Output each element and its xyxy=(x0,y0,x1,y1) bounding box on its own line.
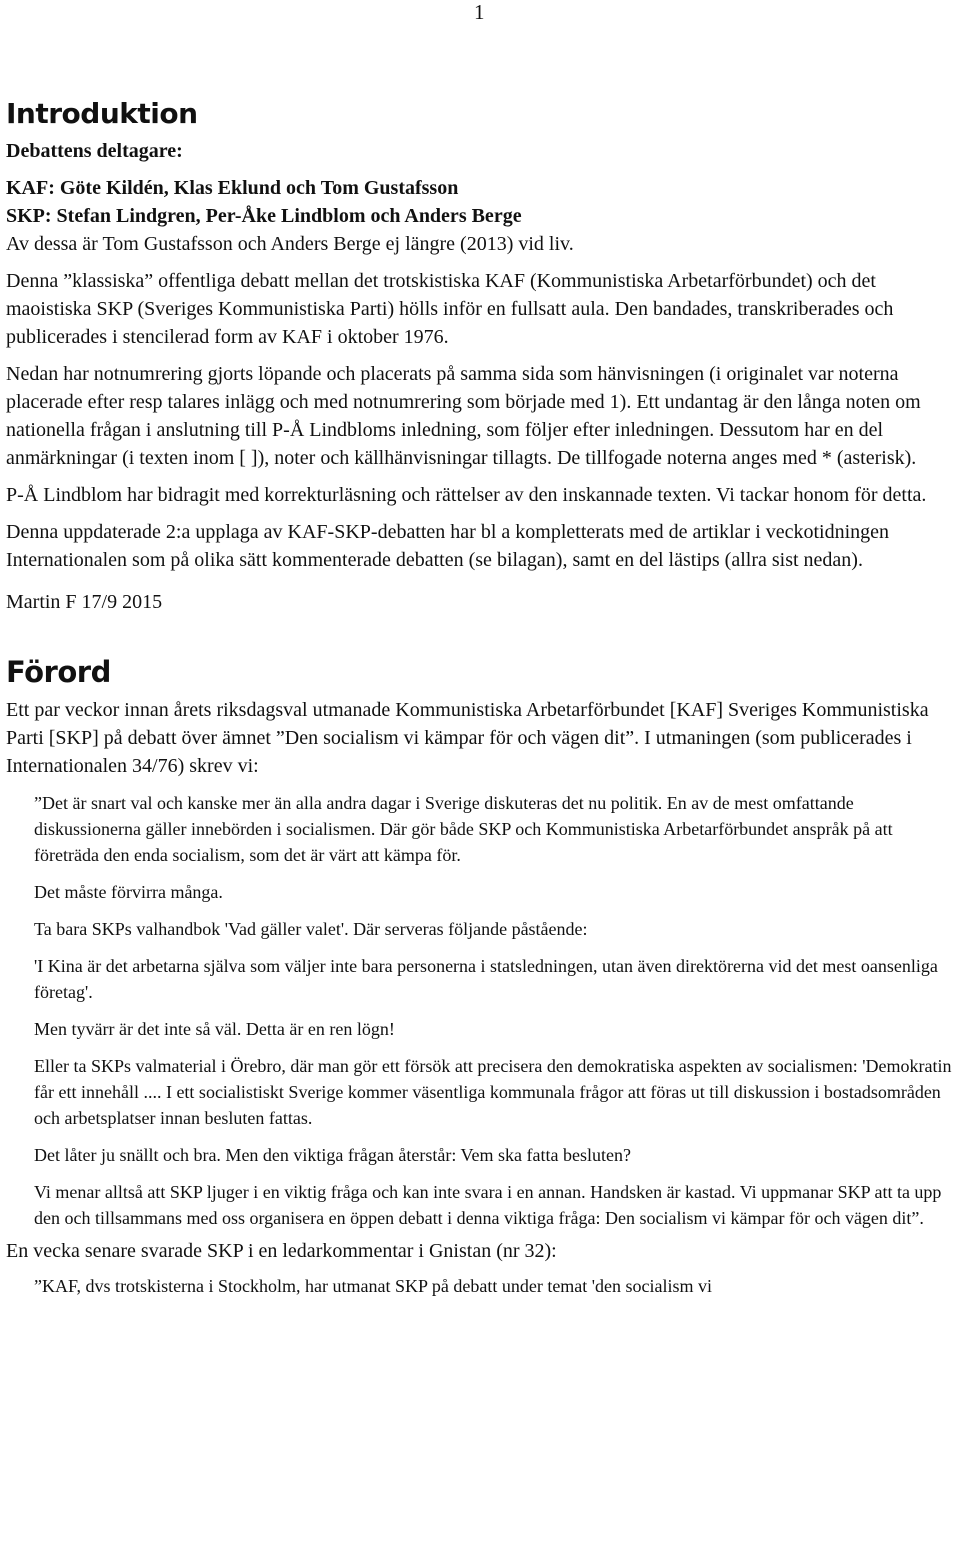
reply-paragraph: En vecka senare svarade SKP i en ledarkommentar i Gnistan (nr 32): xyxy=(6,1240,557,1262)
quote-paragraph: 'I Kina är det arbetarna själva som väljer inte bara personerna i statsledningen, utan även direktörerna vid det mest oansenliga företag'. xyxy=(34,956,938,1002)
debate-paragraph: Denna ”klassiska” offentliga debatt mellan det trotskistiska KAF (Kommunistiska Arbetarförbundet) och det maoistiska SKP (Sveriges Kommunistiska Parti) hölls inför en fullsatt aula. Den bandades, transkriberades och publicerades i stencilerad form av KAF i oktober 1976. xyxy=(6,270,894,348)
quote-paragraph: Det måste förvirra många. xyxy=(34,882,223,902)
deceased-note: Av dessa är Tom Gustafsson och Anders Berge ej längre (2013) vid liv. xyxy=(6,233,574,255)
challenge-quote xyxy=(34,790,956,1231)
heading-introduktion: Introduktion xyxy=(6,97,198,130)
participants-label: Debattens deltagare: xyxy=(6,140,183,162)
quote-paragraph: Vi menar alltså att SKP ljuger i en viktig fråga och kan inte svara i en annan. Handsken är kastad. Vi uppmanar SKP att ta upp den och tillsammans med oss organisera en öppen debatt i denna viktiga fråga: Den socialism vi kämpar för och vägen dit”. xyxy=(34,1182,942,1228)
notes-paragraph: Nedan har notnumrering gjorts löpande och placerats på samma sida som hänvisningen (i originalet var noterna placerade efter resp talares inlägg och med notnumrering som började med 1). Ett undantag är den långa noten om nationella frågan i anslutning till P-Å Lindbloms inledning, som följer efter inledningen. Dessutom har en del anmärkningar (i texten inom [ ]), noter och källhänvisningar tillagts. De tillfogade noterna anges med * (asterisk). xyxy=(6,363,921,469)
quote-paragraph: Det låter ju snällt och bra. Men den viktiga frågan återstår: Vem ska fatta besluten? xyxy=(34,1145,631,1165)
document-body xyxy=(6,94,956,1299)
quote-paragraph: ”Det är snart val och kanske mer än alla andra dagar i Sverige diskuteras det nu politik. En av de mest omfattande diskussionerna gäller innebörden i socialismen. Där gör både SKP och Kommunistiska Arbetarförbundet anspråk på att företräda den enda socialism, som det är värt att kämpa för. xyxy=(34,793,893,865)
quote-paragraph: Men tyvärr är det inte så väl. Detta är en ren lögn! xyxy=(34,1019,395,1039)
reply-quote xyxy=(34,1273,956,1299)
page-number: 1 xyxy=(474,0,485,24)
foreword-paragraph: Ett par veckor innan årets riksdagsval utmanade Kommunistiska Arbetarförbundet [KAF] Sveriges Kommunistiska Parti [SKP] på debatt över ämnet ”Den socialism vi kämpar för och vägen dit”. I utmaningen (som publicerades i Internationalen 34/76) skrev vi: xyxy=(6,699,929,777)
participants-skp: SKP: Stefan Lindgren, Per-Åke Lindblom och Anders Berge xyxy=(6,205,522,227)
quote-paragraph: Eller ta SKPs valmaterial i Örebro, där man gör ett försök att precisera den demokratiska aspekten av socialismen: 'Demokratin får ett innehåll .... I ett socialistiskt Sverige kommer väsentliga kommunala frågor att föras ut till diskussion i bostadsområden och arbetsplatser innan besluten fattas. xyxy=(34,1056,952,1128)
participants-list xyxy=(6,174,956,230)
update-paragraph: Denna uppdaterade 2:a upplaga av KAF-SKP-debatten har bl a kompletterats med de artiklar i veckotidningen Internationalen som på olika sätt kommenterade debatten (se bilagan), samt en del lästips (allra sist nedan). xyxy=(6,521,890,571)
quote-paragraph: Ta bara SKPs valhandbok 'Vad gäller valet'. Där serveras följande påstående: xyxy=(34,919,588,939)
quote-paragraph: ”KAF, dvs trotskisterna i Stockholm, har utmanat SKP på debatt under temat 'den socialism vi xyxy=(34,1276,713,1296)
heading-forord: Förord xyxy=(6,655,111,689)
thanks-paragraph: P-Å Lindblom har bidragit med korrekturläsning och rättelser av den inskannade texten. Vi tackar honom för detta. xyxy=(6,484,927,506)
signature: Martin F 17/9 2015 xyxy=(6,591,163,613)
participants-kaf: KAF: Göte Kildén, Klas Eklund och Tom Gustafsson xyxy=(6,177,459,199)
